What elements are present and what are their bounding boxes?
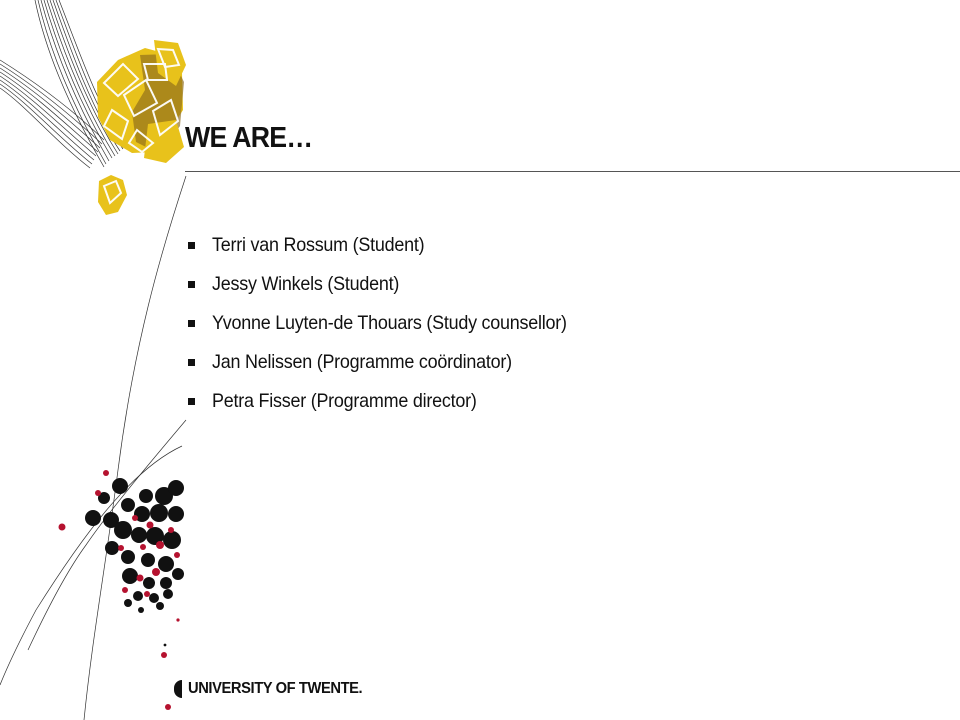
list-item-text: Terri van Rossum (Student) (212, 234, 425, 256)
list-item (188, 304, 598, 343)
square-bullet-icon (188, 242, 195, 249)
team-list (188, 226, 598, 421)
title-divider (185, 171, 960, 172)
slide-title: WE ARE… (185, 122, 313, 154)
square-bullet-icon (188, 398, 195, 405)
decorative-curves (0, 0, 186, 720)
university-logo-mark-icon (174, 680, 182, 698)
list-item (188, 226, 598, 265)
list-item-text: Petra Fisser (Programme director) (212, 390, 477, 412)
university-logo (174, 677, 377, 701)
gold-network-decoration (97, 40, 186, 215)
square-bullet-icon (188, 359, 195, 366)
square-bullet-icon (188, 320, 195, 327)
list-item (188, 343, 598, 382)
list-item (188, 265, 598, 304)
square-bullet-icon (188, 281, 195, 288)
list-item (188, 382, 598, 421)
list-item-text: Yvonne Luyten-de Thouars (Study counsellor) (212, 312, 567, 334)
list-item-text: Jessy Winkels (Student) (212, 273, 400, 295)
university-logo-text: UNIVERSITY OF TWENTE. (188, 680, 363, 697)
black-red-dot-cluster (59, 470, 185, 710)
list-item-text: Jan Nelissen (Programme coördinator) (212, 351, 512, 373)
